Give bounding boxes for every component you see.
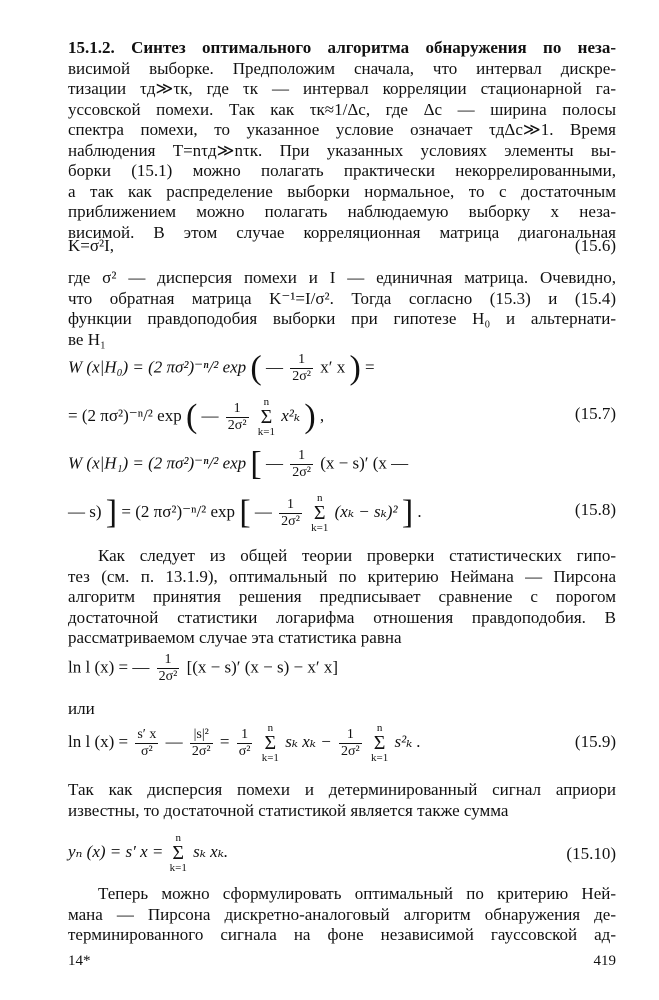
text-line: функции правдоподобия выборки при гипотезе H₀ и альтернати-: [68, 309, 616, 328]
text-line: известны, то достаточной статистикой является также сумма: [68, 800, 509, 820]
text-line: висимой. В этом случае корреляционная матрица диагональная: [68, 222, 616, 242]
paragraph-likelihood: [68, 268, 616, 350]
summation: n Σ k=1: [257, 396, 275, 438]
page-number: 419: [593, 953, 616, 969]
text-line: Как следует из общей теории проверки статистических гипо-: [98, 546, 616, 565]
fraction: $\frac{1}{\text{2σ²}}$: [281, 496, 300, 529]
text-line: достаточной статистики логарифма отношения правдоподобия. В: [68, 607, 616, 627]
equation-log-likelihood: ln l (x) = — $\frac{1}{\text{2σ²}}$ [(x − s)′ (x − s) − x′ x]: [68, 652, 339, 684]
text-line: борки (15.1) можно полагать практически некоррелированными,: [68, 161, 616, 180]
equation-lhs: = (2 πσ²)⁻ⁿ/² exp: [68, 405, 182, 425]
text-line: ве H₁: [68, 329, 106, 349]
text-line: Так как дисперсия помехи и детерминированный сигнал априори: [68, 780, 616, 799]
fraction: $\frac{1}{\text{2σ²}}$: [292, 352, 311, 384]
text-line: Теперь можно сформулировать оптимальный по критерию Ней-: [98, 884, 616, 903]
text-line: а так как распределение выборки нормальное, то с достаточным: [68, 181, 616, 201]
fraction: $\frac{\text{|s|²}}{\text{2σ²}}$: [191, 726, 211, 759]
equation-15-7-line2: = (2 πσ²)⁻ⁿ/² exp ( — $\frac{1}{\text{2σ²}}$ n Σ k=1 x²ₖ ) , (15.7): [68, 396, 616, 438]
paragraph-algorithm: [68, 884, 616, 946]
summation: n Σ k=1: [311, 492, 329, 534]
text-line: тез (см. п. 13.1.9), оптимальный по критерию Неймана — Пирсона: [68, 566, 616, 586]
equation-lhs: ln l (x) = —: [68, 657, 150, 677]
summation: n Σ k=1: [169, 832, 187, 874]
equation-lhs: W (x|H₀) = (2 πσ²)⁻ⁿ/² exp: [68, 357, 247, 377]
equation-number: (15.7): [574, 404, 616, 423]
equation-15-7-line1: W (x|H₀) = (2 πσ²)⁻ⁿ/² exp ( — $\frac{1}{\text{2σ²}}$ x′ x ) =: [68, 349, 375, 387]
equation-15-8-line2: — s) ] = (2 πσ²)⁻ⁿ/² exp [ — $\frac{1}{\text{2σ²}}$ n Σ k=1 (xₖ − sₖ)² ] . (15.8): [68, 492, 616, 534]
equation-number: (15.9): [574, 732, 616, 751]
text-line: алгоритм принятия решения предписывает сравнение с порогом: [68, 587, 616, 606]
text-line: спектра помехи, то указанное условие означает τдΔс≫1. Время: [68, 120, 616, 139]
signature-mark: 14*: [68, 953, 91, 969]
fraction: $\frac{1}{\text{2σ²}}$: [292, 448, 311, 480]
equation-number: (15.6): [574, 236, 616, 255]
text-line: терминированного сигнала на фоне независимой гауссовской ад-: [68, 925, 616, 944]
text-line: приближением можно полагать наблюдаемую выборку x неза-: [68, 202, 616, 221]
text-line: тизации τд≫τк, где τк — интервал корреляции стационарной га-: [68, 79, 616, 98]
equation-lhs: ln l (x) =: [68, 731, 129, 751]
equation-15-8-line1: W (x|H₁) = (2 πσ²)⁻ⁿ/² exp [ — $\frac{1}{\text{2σ²}}$ (x − s)′ (x —: [68, 445, 409, 483]
fraction: $\frac{s' x}{\text{σ²}}$: [137, 726, 157, 759]
paragraph-neyman-pearson: [68, 546, 616, 649]
text-line: что обратная матрица K⁻¹=I/σ². Тогда согласно (15.3) и (15.4): [68, 288, 616, 308]
equation-lhs: yₙ (x) = s′ x =: [68, 841, 164, 861]
summation: n Σ k=1: [261, 722, 279, 764]
fraction: $\frac{1}{\text{2σ²}}$: [340, 726, 360, 759]
equation-number: (15.8): [574, 500, 616, 519]
paragraph-sufficient-statistic: [68, 780, 616, 821]
text-line: висимой выборке. Предположим сначала, что интервал дискре-: [68, 58, 616, 78]
fraction: $\frac{1}{\text{2σ²}}$: [158, 652, 178, 684]
equation-body: K=σ²I,: [68, 236, 115, 255]
word-ili: или: [68, 699, 95, 718]
text-line: 15.1.2. Синтез оптимального алгоритма обнаружения по неза-: [68, 38, 616, 57]
text-line: где σ² — дисперсия помехи и I — единичная матрица. Очевидно,: [68, 268, 616, 287]
equation-15-6: [68, 236, 616, 266]
equation-number: (15.10): [566, 844, 616, 863]
summation: n Σ k=1: [370, 722, 389, 764]
text-line: рассматриваемом случае эта статистика равна: [68, 628, 402, 647]
equation-15-10: yₙ (x) = s′ x = n Σ k=1 sₖ xₖ. (15.10): [68, 832, 616, 874]
fraction: $\frac{1}{\text{σ²}}$: [238, 726, 251, 759]
equation-lhs: W (x|H₁) = (2 πσ²)⁻ⁿ/² exp: [68, 453, 247, 473]
equation-15-9: ln l (x) = $\frac{s' x}{\text{σ²}}$ — $\frac{\text{|s|²}}{\text{2σ²}}$ = $\frac{1}{\text{σ²}}$ n Σ k=1 sₖ xₖ − $\frac{1}{\text{2σ²}}$ n Σ k=1 s²ₖ . (15.9): [68, 722, 616, 764]
text-line: наблюдения T=nτд≫nτк. При указанных условиях элементы вы-: [68, 140, 616, 160]
text-line: уссовской помехи. Так как τк≈1/Δс, где Δс — ширина полосы: [68, 99, 616, 119]
fraction: $\frac{1}{\text{2σ²}}$: [227, 400, 247, 433]
text-line: мана — Пирсона дискретно-аналоговый алгоритм обнаружения де-: [68, 904, 616, 924]
paragraph-synthesis-intro: [68, 38, 616, 243]
